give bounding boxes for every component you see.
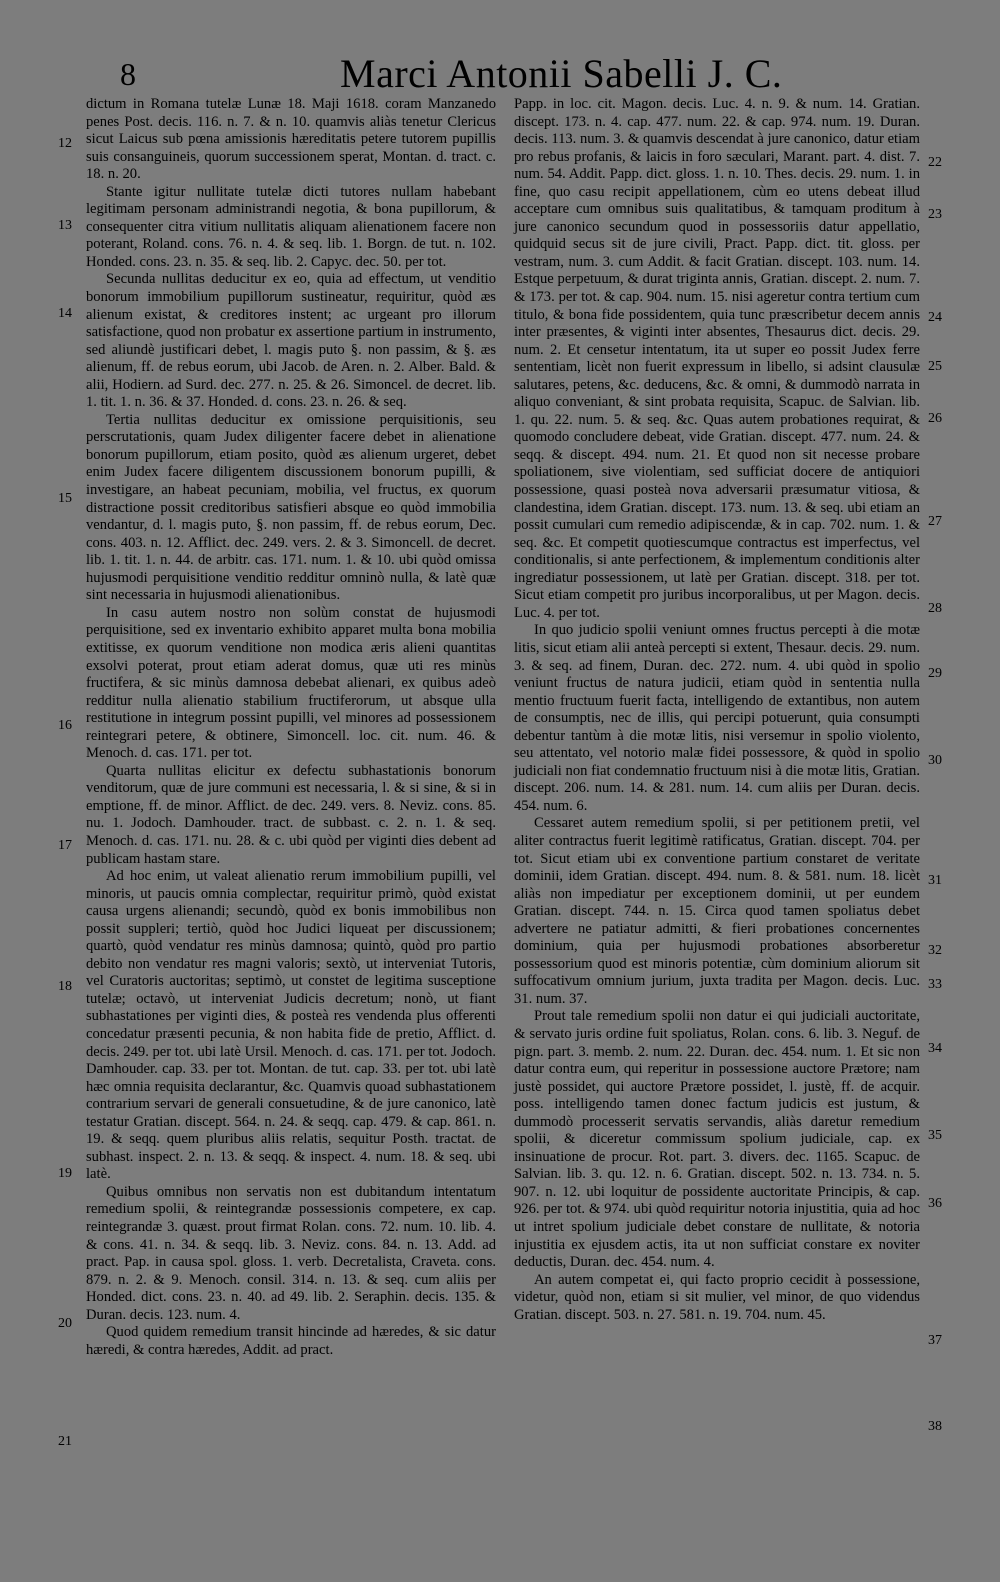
left-paragraph: Ad hoc enim, ut valeat alienatio rerum immobilium pupilli, vel minoris, ut paucis omnia complectar, requiritur primò, quòd existat causa urgens alienandi; secundò, quòd ex bonis immobilibus non possit suppleri; tertiò, quòd hoc Judici liqueat per discussionem; quartò, quòd vendatur res minùs damnosa; quintò, quòd pro partio debito non vendatur res magni valoris; sextò, ut interveniat Tutoris, vel Curatoris auctoritas; septimò, ut constet de legitima susceptione tutelæ; octavò, ut interveniat Judicis decretum; nonò, ut fiant subhastationes per viginti dies, & posteà res vendenda plus offerenti concedatur præsenti pecunia, & non habita fide de pretio, Afflict. d. decis. 249. per tot. ubi latè Ursil. Menoch. d. cas. 171. per tot. Jodoch. Damhouder. cap. 33. per tot. Montan. de tut. cap. 33. per tot. ubi latè hæc omnia requisita declarantur, &c. Quamvis quoad subhastationem contrarium servari de generali consuetudine, & de jure canonico, latè testatur Gratian. discept. 564. n. 24. & seqq. cap. 479. & cap. 861. n. 19. & seqq. quem pluribus aliis relatis, sequitur Posth. tractat. de subhast. inspect. 2. n. 13. & seqq. & inspect. 4. num. 18. & seq. ubi latè. <box>86 868 496 1183</box>
left-paragraph: Quibus omnibus non servatis non est dubitandum intentatum remedium spolii, & reintegrandæ possessionis competere, ex cap. reintegrandæ 3. quæst. prout firmat Rolan. cons. 72. num. 10. lib. 4. & cons. 41. n. 34. & seqq. lib. 3. Neviz. cons. 84. n. 13. Add. ad pract. Pap. in causa spol. gloss. 1. verb. Decretalista, Craveta. cons. 879. n. 2. & 9. Menoch. consil. 314. n. 13. & seq. cum aliis per Honded. dict. cons. 23. n. 40. ad 49. lib. 2. Seraphin. decis. 135. & Duran. decis. 123. num. 4. <box>86 1183 496 1323</box>
margin-number: 21 <box>58 1434 72 1449</box>
margin-number: 30 <box>928 753 942 768</box>
margin-number: 34 <box>928 1041 942 1056</box>
margin-number: 15 <box>58 491 72 506</box>
left-paragraph: Quod quidem remedium transit hincinde ad hæredes, & sic datur hæredi, & contra hæredes, Addit. ad pract. <box>86 1324 496 1358</box>
margin-number: 23 <box>928 207 942 222</box>
page-header <box>0 50 1000 100</box>
margin-number: 12 <box>58 136 72 151</box>
margin-number: 33 <box>928 977 942 992</box>
left-paragraph: Stante igitur nullitate tutelæ dicti tutores nullam habebant legitimam personam administrandi negotia, & bona pupillorum, & consequenter citra vitium nullitatis aliquam alienationem facere non poterant, Roland. cons. 76. n. 4. & seq. lib. 1. Borgn. de tut. n. 102. Honded. cons. 23. n. 35. & seq. lib. 2. Capyc. dec. 50. per tot. <box>86 183 496 270</box>
right-paragraph: In quo judicio spolii veniunt omnes fructus percepti à die motæ litis, sicut etiam alii anteà percepti si extent, Thesaur. decis. 29. num. 3. & seq. ad finem, Duran. dec. 272. num. 4. ubi quòd in spolio veniunt fructus de natura judicii, etiam quòd in sententia nulla mentio fructuum fuerit facta, intelligendo de extantibus, non autem de consumptis, nec de illis, qui percipi potuerunt, quia consumpti debentur tantùm à die motæ litis, nisi versemur in spolio violento, seu attentato, vel notorio malæ fidei possessore, & quòd in spolio judiciali non fiat condemnatio fructuum nisi à die motæ litis, Gratian. discept. 206. num. 14. & 281. num. 14. cum aliis per Duran. decis. 454. num. 6. <box>514 622 920 814</box>
margin-number: 25 <box>928 359 942 374</box>
right-paragraph: Cessaret autem remedium spolii, si per petitionem pretii, vel aliter contractus fuerit legitimè ratificatus, Gratian. discept. 704. per tot. Sicut etiam ubi ex conventione partium constaret de veritate dominii, idem Gratian. discept. 494. num. 8. & 581. num. 18. licèt aliàs non impediatur per exceptionem dominii, ut per eundem Gratian. discept. 744. n. 15. Circa quod tamen spoliatus debet advertere ne patiatur admitti, & fieri probationes concernentes dominium, quia per hujusmodi probationes absorberetur possessorium quod est minoris potentiæ, cùm dominium aliorum sit suffocativum omnium jurium, juxta tradita per Magon. decis. Luc. 31. num. 37. <box>514 815 920 1007</box>
left-paragraph: Secunda nullitas deducitur ex eo, quia ad effectum, ut venditio bonorum immobilium pupillorum sustineatur, requiritur, quòd æs alienum existat, & creditores instent; ac urgeant pro illorum satisfactione, quod non probatur ex assertione partium in instrumento, sed aliundè justificari debet, l. magis puto §. non passim, & §. æs alienum, ff. de rebus eorum, ubi Jacob. de Aren. n. 2. Alber. Bald. & alii, Hodiern. ad Surd. dec. 277. n. 25. & 26. Simoncel. de decret. lib. 1. tit. 1. n. 36. & 37. Honded. d. cons. 23. n. 26. & seq. <box>86 271 496 411</box>
running-title: Marci Antonii Sabelli J. C. <box>340 51 783 96</box>
margin-number: 28 <box>928 601 942 616</box>
margin-number: 38 <box>928 1419 942 1434</box>
left-paragraph: dictum in Romana tutelæ Lunæ 18. Maji 1618. coram Manzanedo penes Post. decis. 116. n. 7. & n. 10. quamvis aliàs tenetur Clericus sicut Laicus sub pœna amissionis hæreditatis petere tutorem pupillis suis consanguineis, quorum successionem sperat, Montan. d. tract. c. 18. n. 20. <box>86 96 496 183</box>
right-paragraph: Papp. in loc. cit. Magon. decis. Luc. 4. n. 9. & num. 14. Gratian. discept. 173. n. 4. cap. 477. num. 22. & cap. 974. num. 19. Duran. decis. 113. num. 3. & quamvis descendat à jure canonico, datur etiam pro rebus profanis, & laicis in foro sæculari, Marant. part. 4. dist. 7. num. 54. Addit. Papp. dict. gloss. 1. n. 10. Thes. decis. 29. num. 1. in fine, quo casu recipit appellationem, cùm eo utens debeat illud acceptare cum omnibus suis qualitatibus, & tamquam proditum à jure canonico secundum quod in possessoriis datur appellatio, quidquid secus sit de jure civili, Pract. Papp. dict. tit. gloss. per vestram, num. 3. cum Addit. & facit Gratian. discept. 103. num. 14. Estque perpetuum, & durat triginta annis, Gratian. discept. 2. num. 7. & 173. per tot. & cap. 904. num. 15. nisi ageretur contra tertium cum titulo, & bona fide possidentem, quia tunc præscribetur decem annis inter præsentes, & viginti inter absentes, Thesaurus dict. decis. 29. num. 2. Et censetur intentatum, ita ut super eo possit Judex ferre sententiam, licèt non fuerit expressum in libello, si adsint clausulæ salutares, petens, &c. deducens, &c. & omni, & dummodò narrata in aliquo conveniant, & sint probata requisita, Scapuc. de Salvian. lib. 1. qu. 22. num. 5. & seq. &c. Quas autem probationes requirat, & quomodo concludere debeat, vide Gratian. discept. 477. num. 24. & seqq. & discept. 494. num. 21. Et quod non sit necesse probare spoliationem, sive violentiam, sed sufficiat docere de antiquiori possessione, quasi posteà nova adversarii præsumatur vitiosa, & clandestina, idem Gratian. discept. 173. num. 13. & seq. ubi etiam an possit cumulari cum remedio adipiscendæ, & in cap. 702. num. 1. & seq. &c. Et competit quotiescumque contractus est imperfectus, vel conditionalis, si ante perfectionem, & implementum conditionis alter ingrediatur possessionem, ut latè per Gratian. discept. 318. per tot. Sicut etiam competit pro juribus incorporalibus, ut per Magon. decis. Luc. 4. per tot. <box>514 96 920 621</box>
margin-number: 32 <box>928 943 942 958</box>
margin-number: 20 <box>58 1316 72 1331</box>
margin-number: 19 <box>58 1166 72 1181</box>
margin-number: 14 <box>58 306 72 321</box>
margin-number: 13 <box>58 218 72 233</box>
margin-number: 36 <box>928 1196 942 1211</box>
margin-number: 26 <box>928 411 942 426</box>
margin-number: 37 <box>928 1333 942 1348</box>
margin-number: 29 <box>928 666 942 681</box>
left-paragraph: Quarta nullitas elicitur ex defectu subhastationis bonorum venditorum, quæ de jure communi est necessaria, l. & si sine, & si in emptione, ff. de minor. Afflict. de dec. 249. vers. 8. Neviz. cons. 85. nu. 1. Jodoch. Damhouder. tract. de subbast. c. 2. n. 1. & seq. Menoch. d. cas. 171. nu. 28. & c. ubi quòd per viginti dies debent ad publicam hastam stare. <box>86 762 496 867</box>
page-number: 8 <box>120 56 136 92</box>
right-paragraph: An autem competat ei, qui facto proprio cecidit à possessione, videtur, quòd non, etiam si sit mulier, vel minor, de quo videndus Gratian. discept. 503. n. 27. 581. n. 19. 704. num. 45. <box>514 1271 920 1323</box>
margin-number: 35 <box>928 1128 942 1143</box>
margin-number: 31 <box>928 873 942 888</box>
margin-number: 17 <box>58 838 72 853</box>
left-paragraph: Tertia nullitas deducitur ex omissione perquisitionis, seu perscrutationis, quam Judex diligenter facere debet in alienatione bonorum pupillorum, etiam posito, quòd æs alienum urgeret, debet enim Judex facere diligentem discussionem bonorum pupilli, & investigare, an habeat pecuniam, mobilia, vel fructus, ex quorum distractione possit creditoribus satisfieri absque eo quòd immobilia vendantur, d. l. magis puto, §. non passim, ff. de rebus eorum, Dec. cons. 403. n. 12. Afflict. dec. 249. vers. 2. & 3. Simoncell. de decret. lib. 1. tit. 1. n. 44. de arbitr. cas. 171. num. 1. & 10. ubi quòd omissa hujusmodi perquisitione venditio redditur omninò nulla, & latè quæ sint necessaria in hujusmodi alienationibus. <box>86 411 496 604</box>
margin-number: 18 <box>58 979 72 994</box>
left-column <box>86 96 496 1359</box>
right-column <box>514 96 920 1324</box>
right-paragraph: Prout tale remedium spolii non datur ei qui judiciali auctoritate, & servato juris ordine fuit spoliatus, Rolan. cons. 6. lib. 3. Neguf. de pign. part. 3. memb. 2. num. 22. Duran. dec. 454. num. 1. Et sic non datur contra eum, qui reperitur in possessione auctore Prætore; nam justè possidet, qui auctore Prætore possidet, l. justè, ff. de acquir. poss. intelligendo tamen donec factum judicis est justum, & dummodò processerit servatis servandis, aliàs daretur remedium spolii, & diceretur commissum spolium judiciale, cap. ex insinuatione de procur. Rot. part. 3. divers. dec. 1165. Scapuc. de Salvian. lib. 3. qu. 12. n. 6. Gratian. discept. 502. n. 13. 734. n. 5. 907. n. 12. ubi loquitur de possidente auctoritate Principis, & cap. 926. per tot. & 974. ubi quòd requiritur notoria injustitia, quia ad hoc ut intret spolium judiciale debet constare de nullitate, & notoria injustitia ex ejusdem actis, ita ut non sufficiat constare ex noviter deductis, Duran. dec. 454. num. 4. <box>514 1008 920 1271</box>
margin-number: 24 <box>928 310 942 325</box>
margin-number: 16 <box>58 718 72 733</box>
left-paragraph: In casu autem nostro non solùm constat de hujusmodi perquisitione, sed ex inventario exhibito apparet multa bona mobilia extitisse, ex quorum venditione non modica æris alieni quantitas exsolvi poterat, prout etiam aderat domus, quæ uti res minùs fructifera, & sic minùs damnosa debebat alienari, ex quibus adeò redditur nulla alienatio stabilium fructiferorum, ut absque ulla restitutione in integrum possint pupilli, vel minores ad possessionem reintegrari petere, & obtinere, Simoncell. loc. cit. num. 46. & Menoch. d. cas. 171. per tot. <box>86 604 496 762</box>
margin-number: 22 <box>928 155 942 170</box>
margin-number: 27 <box>928 514 942 529</box>
